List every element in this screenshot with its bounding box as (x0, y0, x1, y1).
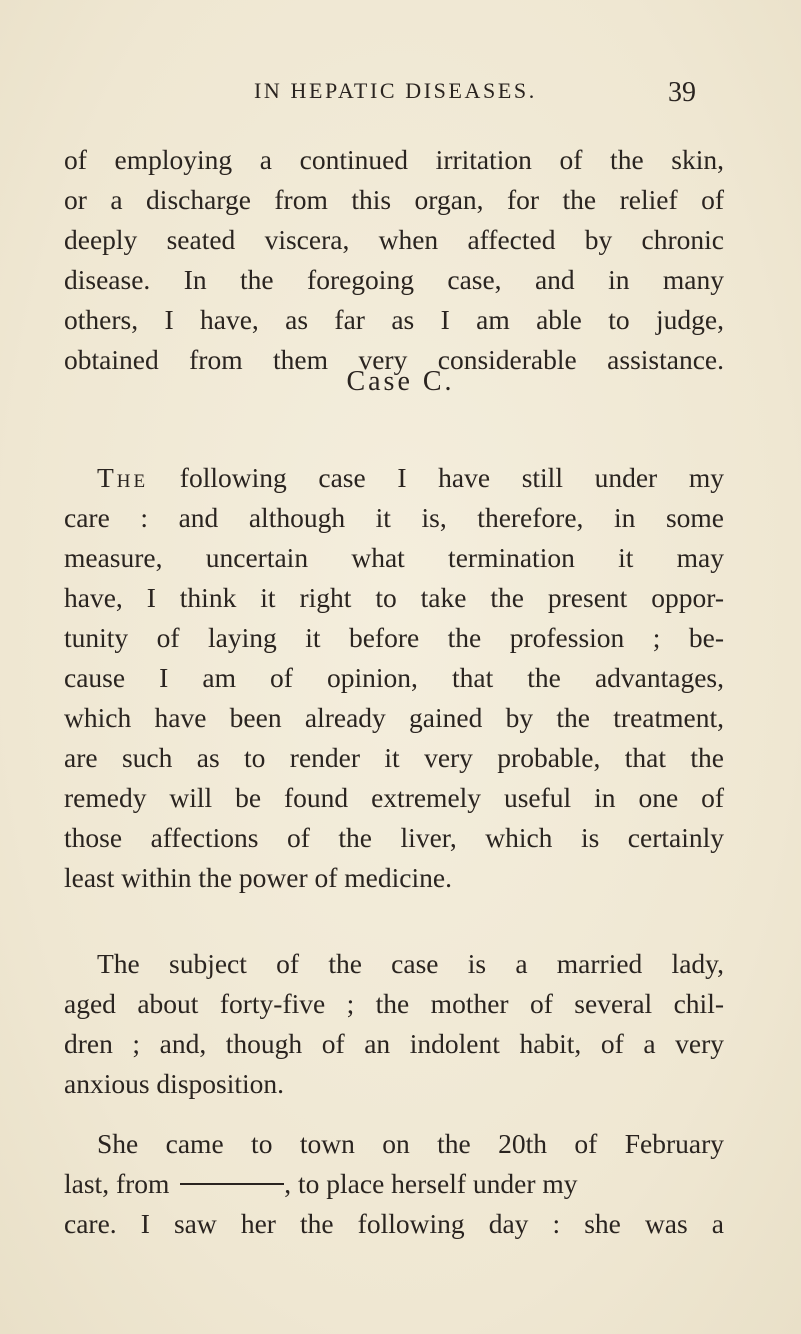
paragraph-continuation (64, 140, 724, 380)
text-line: are such as to render it very probable, that the (64, 742, 724, 773)
text-line: have, I think it right to take the present oppor- (64, 582, 724, 613)
text-line: care. I saw her the following day : she was a (64, 1208, 724, 1239)
text-line: disease. In the foregoing case, and in many (64, 264, 724, 295)
text-line: cause I am of opinion, that the advantages, (64, 662, 724, 693)
text-line: which have been already gained by the treatment, (64, 702, 724, 733)
text-line-with-blank (64, 1164, 724, 1204)
text-after-blank: , to place herself under my (284, 1168, 578, 1199)
running-title: IN HEPATIC DISEASES. (254, 78, 537, 103)
paragraph-subject (64, 944, 724, 1104)
text-line: She came to town on the 20th of February (97, 1128, 724, 1159)
paragraph-arrival (64, 1124, 724, 1244)
text-line: tunity of laying it before the profession ; be- (64, 622, 724, 653)
text-line: measure, uncertain what termination it may (64, 542, 724, 573)
text-line: care : and although it is, therefore, in some (64, 502, 724, 533)
text-line: remedy will be found extremely useful in one of (64, 782, 724, 813)
running-head (0, 78, 801, 108)
text-line-first (64, 458, 724, 498)
text-before-blank: last, from (64, 1168, 170, 1199)
text-line: dren ; and, though of an indolent habit, of a very (64, 1028, 724, 1059)
text-line: or a discharge from this organ, for the relief of (64, 184, 724, 215)
paragraph-case-intro (64, 458, 724, 898)
omitted-name-dash (180, 1183, 284, 1185)
text-line: of employing a continued irritation of the skin, (64, 144, 724, 175)
first-word: The (97, 462, 149, 493)
text-line: deeply seated viscera, when affected by chronic (64, 224, 724, 255)
page-number: 39 (668, 77, 696, 108)
text-line: obtained from them very considerable assistance. (64, 344, 724, 375)
first-line-rest: following case I have still under my (179, 462, 724, 493)
text-line: those affections of the liver, which is certainly (64, 822, 724, 853)
case-heading: Case C. (346, 366, 455, 397)
text-line: aged about forty-five ; the mother of several chil- (64, 988, 724, 1019)
text-line: least within the power of medicine. (64, 862, 452, 893)
text-line: others, I have, as far as I am able to judge, (64, 304, 724, 335)
text-line: The subject of the case is a married lady, (97, 948, 724, 979)
text-line: anxious disposition. (64, 1068, 285, 1099)
